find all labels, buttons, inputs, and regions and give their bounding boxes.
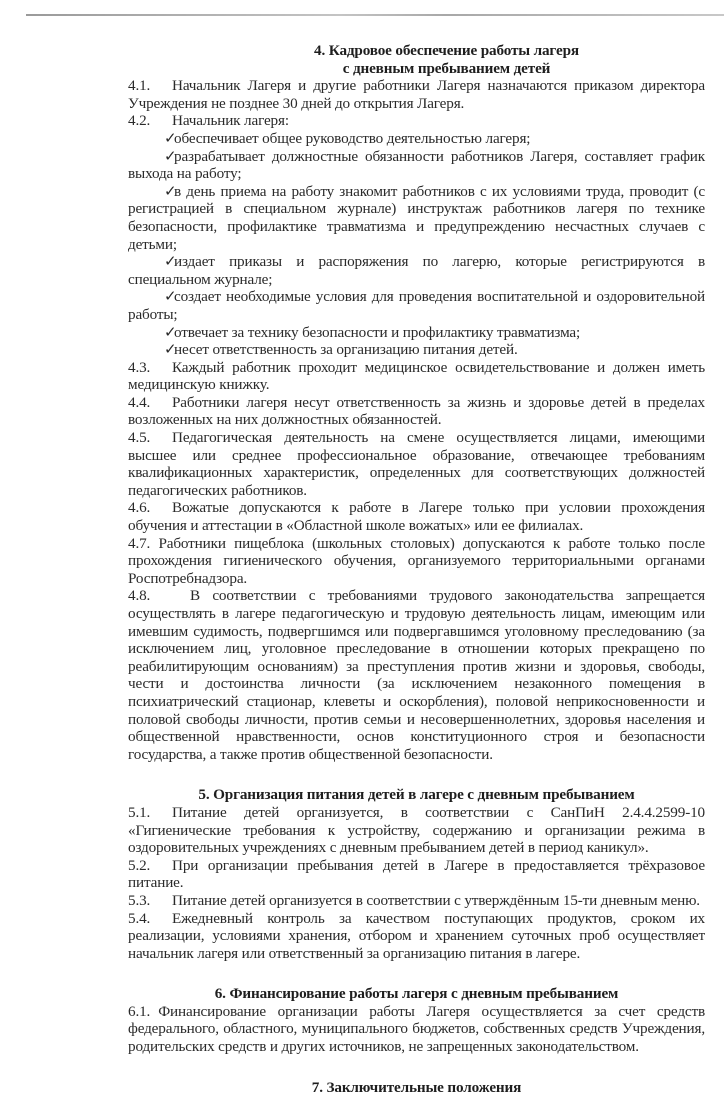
duty-item [128,148,705,183]
clause-number: 5.2. [128,856,151,874]
clause-text: Педагогическая деятельность на смене осуществляется лицами, имеющими высшее или среднее профессиональное образование, отвечающее требованиям квалификационных характеристик, определенных для соответствующих должностей педагогических работников. [128,429,705,499]
clause-text: В соответствии с требованиями трудового законодательства запрещается осуществлять в лагере педагогическую и трудовую деятельность лицам, имеющим или имевшим судимость, подвергшимся или подвергавшимся уголовному преследованию (за исключением лиц, уголовное преследование в отношении которых прекращено по реабилитирующим основаниям) за преступления против жизни и здоровья, свободы, чести и достоинства личности (за исключением незаконного помещения в психиатрический стационар, клеветы и оскорбления), половой неприкосновенности и половой свободы личности, против семьи и несовершеннолетних, здоровья населения и общественной нравственности, основ конституционного строя и безопасности государства, а также против общественной безопасности. [128,587,705,763]
section-4-title-line-1: 4. Кадровое обеспечение работы лагеря [314,42,579,59]
clause-text: Ежедневный контроль за качеством поступающих продуктов, сроком их реализации, условиями хранения, отбором и хранением суточных проб осуществляет начальник лагеря или ответственный за организацию питания в лагере. [128,909,705,962]
clause-number: 4.6. [128,499,151,517]
duty-text: в день приема на работу знакомит работников с их условиями труда, проводит (с регистрацией в специальном журнале) инструктаж работников лагеря по технике безопасности, профилактике травматизма и предупреждению несчастных случаев с детьми; [128,182,705,253]
duty-text: издает приказы и распоряжения по лагерю, которые регистрируются в специальном журнале; [128,253,705,288]
duty-text: отвечает за технику безопасности и профилактику травматизма; [174,323,581,341]
checkmark-icon: ✓ [164,182,177,200]
checkmark-icon: ✓ [164,341,177,359]
clause-4-3 [128,359,705,394]
duty-item [128,288,705,323]
clause-text: Финансирование организации работы Лагеря осуществляется за счет средств федерального, областного, муниципального бюджетов, собственных средств Учреждения, родительских средств и других источников, не запрещенных законодательством. [128,1002,705,1056]
section-5-title: 5. Организация питания детей в лагере с дневным пребыванием [198,786,635,804]
clause-text: Питание детей организуется, в соответствии с СанПиН 2.4.4.2599-10 «Гигиенические требования к устройству, содержанию и организации режима в оздоровительных учреждениях с дневным пребыванием детей в период каникул». [128,803,705,857]
clause-text: Работники лагеря несут ответственность за жизнь и здоровье детей в пределах возложенных на них должностных обязанностей. [128,393,705,429]
checkmark-icon: ✓ [164,288,177,306]
clause-number: 4.5. [128,429,151,447]
clause-number: 5.1. [128,803,151,821]
clause-4-1 [128,77,705,112]
clause-4-7 [128,535,705,588]
duty-text: разрабатывает должностные обязанности работников Лагеря, составляет график выхода на работу; [128,147,705,183]
clause-5-1 [128,804,705,857]
clause-6-1 [128,1003,705,1056]
clause-number: 6.1. [128,1002,151,1020]
checkmark-icon: ✓ [164,253,177,271]
clause-4-6 [128,499,705,534]
duty-item [128,183,705,253]
clause-number: 4.1. [128,77,151,95]
duty-text: несет ответственность за организацию питания детей. [174,341,518,359]
document-page [128,42,705,1096]
duty-text: создает необходимые условия для проведения воспитательной и оздоровительной работы; [128,288,705,323]
clause-number: 4.7. [128,534,151,552]
duty-item [128,130,705,148]
clause-text: Каждый работник проходит медицинское освидетельствование и должен иметь медицинскую книжку. [128,358,705,394]
duty-item [128,324,705,342]
clause-5-2 [128,857,705,892]
clause-number: 5.4. [128,909,151,927]
clause-5-3 [128,892,705,910]
duty-text: обеспечивает общее руководство деятельностью лагеря; [174,129,531,147]
clause-4-5 [128,429,705,499]
section-7-title: 7. Заключительные положения [311,1078,522,1096]
checkmark-icon: ✓ [164,129,177,147]
clause-4-8 [128,587,705,763]
checkmark-icon: ✓ [164,323,177,341]
clause-5-4 [128,910,705,963]
duty-item [128,341,705,359]
clause-text: При организации пребывания детей в Лагере в предоставляется трёхразовое питание. [128,856,705,892]
clause-number: 4.4. [128,393,151,411]
clause-text: Работники пищеблока (школьных столовых) допускаются к работе только после прохождения гигиенического обучения, организуемого территориальными органами Роспотребнадзора. [128,534,705,587]
section-4-title-line-2: с дневным пребыванием детей [342,59,551,77]
clause-text: Питание детей организуется в соответствии с утверждённым 15-ти дневным меню. [172,891,700,909]
clause-number: 4.2. [128,112,151,130]
checkmark-icon: ✓ [164,147,177,165]
section-4-title [188,42,705,77]
clause-4-2 [128,112,705,130]
duty-item [128,253,705,288]
section-6-title: 6. Финансирование работы лагеря с дневным пребыванием [214,985,619,1003]
clause-number: 4.8. [128,587,151,605]
clause-text: Вожатые допускаются к работе в Лагере только при условии прохождения обучения и аттестации в «Областной школе вожатых» или ее филиалах. [128,499,705,535]
clause-text: Начальник лагеря: [172,112,289,130]
clause-text: Начальник Лагеря и другие работники Лагеря назначаются приказом директора Учреждения не позднее 30 дней до открытия Лагеря. [128,77,705,112]
clause-4-4 [128,394,705,429]
clause-number: 4.3. [128,358,151,376]
scan-edge-line [26,14,724,16]
clause-number: 5.3. [128,891,151,909]
